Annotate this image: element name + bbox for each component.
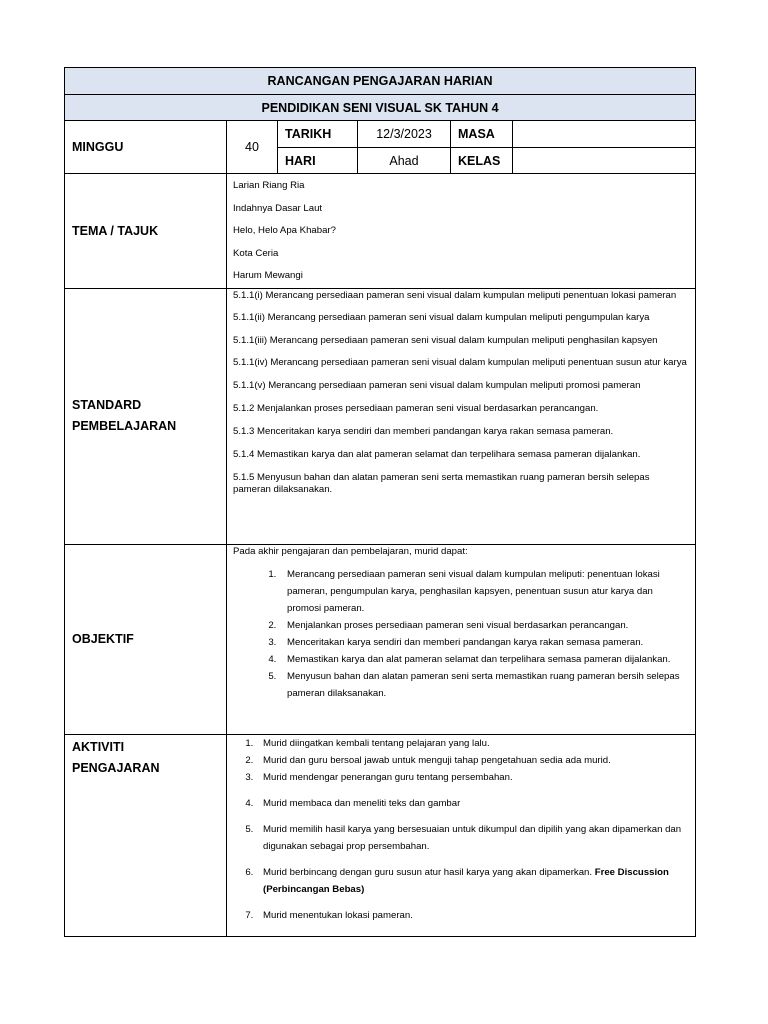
aktiviti-label-line2: PENGAJARAN bbox=[72, 760, 160, 775]
aktiviti-label bbox=[65, 734, 227, 936]
objektif-item: 1. Merancang persediaan pameran seni visual dalam kumpulan meliputi: penentuan lokasi pameran, pengumpulan karya, penghasilan kapsyen, penentuan susun atur karya dan promosi pameran. bbox=[279, 566, 689, 617]
standard-item: 5.1.3 Menceritakan karya sendiri dan memberi pandangan karya rakan semasa pameran. bbox=[233, 425, 614, 437]
standard-item: 5.1.1(v) Merancang persediaan pameran seni visual dalam kumpulan meliputi promosi pameran bbox=[233, 379, 641, 391]
standard-item: 5.1.1(iv) Merancang persediaan pameran seni visual dalam kumpulan meliputi penentuan susun atur karya bbox=[233, 356, 687, 368]
subject-title: PENDIDIKAN SENI VISUAL SK TAHUN 4 bbox=[65, 95, 696, 121]
standard-item: 5.1.1(iii) Merancang persediaan pameran seni visual dalam kumpulan meliputi penghasilan kapsyen bbox=[233, 334, 658, 346]
tema-item: Kota Ceria bbox=[233, 247, 279, 259]
standard-label-line2: PEMBELAJARAN bbox=[72, 419, 177, 433]
standard-item: 5.1.4 Memastikan karya dan alat pameran selamat dan terpelihara semasa pameran dijalankan. bbox=[233, 448, 641, 460]
aktiviti-label-line1: AKTIVITI bbox=[72, 739, 125, 754]
kelas-value bbox=[513, 148, 696, 174]
tema-item: Harum Mewangi bbox=[233, 270, 303, 281]
aktiviti-item: 3. Murid mendengar penerangan guru tentang persembahan. bbox=[256, 769, 689, 786]
tema-item: Larian Riang Ria bbox=[233, 180, 305, 191]
aktiviti-item: 1. Murid diingatkan kembali tentang pelajaran yang lalu. bbox=[256, 735, 689, 752]
masa-value bbox=[513, 121, 696, 148]
kelas-label: KELAS bbox=[451, 148, 513, 174]
aktiviti-list bbox=[233, 735, 689, 924]
standard-list bbox=[227, 288, 696, 544]
objektif-item: 2. Menjalankan proses persediaan pameran seni visual berdasarkan perancangan. bbox=[279, 617, 689, 634]
standard-label-line1: STANDARD bbox=[72, 398, 142, 412]
minggu-value: 40 bbox=[227, 121, 278, 174]
objektif-item: 5. Menyusun bahan dan alatan pameran seni serta memastikan ruang pameran bersih selepas pameran dilaksanakan. bbox=[279, 668, 689, 702]
objektif-item: 3. Menceritakan karya sendiri dan memberi pandangan karya rakan semasa pameran. bbox=[279, 634, 689, 651]
tema-label: TEMA / TAJUK bbox=[65, 174, 227, 289]
objektif-label: OBJEKTIF bbox=[65, 544, 227, 734]
hari-label: HARI bbox=[278, 148, 358, 174]
aktiviti-item: 4. Murid membaca dan meneliti teks dan gambar bbox=[256, 795, 689, 812]
tema-item: Helo, Helo Apa Khabar? bbox=[233, 225, 336, 236]
page-title: RANCANGAN PENGAJARAN HARIAN bbox=[65, 68, 696, 95]
standard-item: 5.1.1(i) Merancang persediaan pameran seni visual dalam kumpulan meliputi penentuan lokasi pameran bbox=[233, 289, 677, 301]
minggu-label: MINGGU bbox=[65, 121, 227, 174]
tarikh-label: TARIKH bbox=[278, 121, 358, 148]
aktiviti-item: 2. Murid dan guru bersoal jawab untuk menguji tahap pengetahuan sedia ada murid. bbox=[256, 752, 689, 769]
standard-item: 5.1.5 Menyusun bahan dan alatan pameran seni serta memastikan ruang pameran bersih selepas pameran dilaksanakan. bbox=[233, 471, 650, 495]
standard-item: 5.1.1(ii) Merancang persediaan pameran seni visual dalam kumpulan meliputi pengumpulan karya bbox=[233, 311, 650, 323]
objektif-content bbox=[227, 544, 696, 734]
tarikh-value: 12/3/2023 bbox=[358, 121, 451, 148]
tema-item: Indahnya Dasar Laut bbox=[233, 202, 323, 214]
aktiviti-item-text: Murid berbincang dengan guru susun atur hasil karya yang akan dipamerkan. bbox=[263, 866, 593, 878]
aktiviti-content bbox=[227, 734, 696, 936]
masa-label: MASA bbox=[451, 121, 513, 148]
objektif-list bbox=[233, 566, 689, 702]
standard-item: 5.1.2 Menjalankan proses persediaan pameran seni visual berdasarkan perancangan. bbox=[233, 402, 599, 414]
objektif-item: 4. Memastikan karya dan alat pameran selamat dan terpelihara semasa pameran dijalankan. bbox=[279, 651, 689, 668]
standard-label bbox=[65, 288, 227, 544]
hari-value: Ahad bbox=[358, 148, 451, 174]
free-discussion-label: Free Discussion (Perbincangan Bebas) bbox=[263, 866, 669, 895]
aktiviti-item bbox=[256, 864, 689, 898]
objektif-intro: Pada akhir pengajaran dan pembelajaran, murid dapat: bbox=[233, 545, 468, 557]
aktiviti-item: 7. Murid menentukan lokasi pameran. bbox=[256, 907, 689, 924]
aktiviti-item: 5. Murid memilih hasil karya yang bersesuaian untuk dikumpul dan dipilih yang akan dipamerkan dan digunakan sebagai prop persembahan. bbox=[256, 821, 689, 855]
lesson-plan-table bbox=[64, 67, 696, 937]
tema-list bbox=[227, 174, 696, 289]
